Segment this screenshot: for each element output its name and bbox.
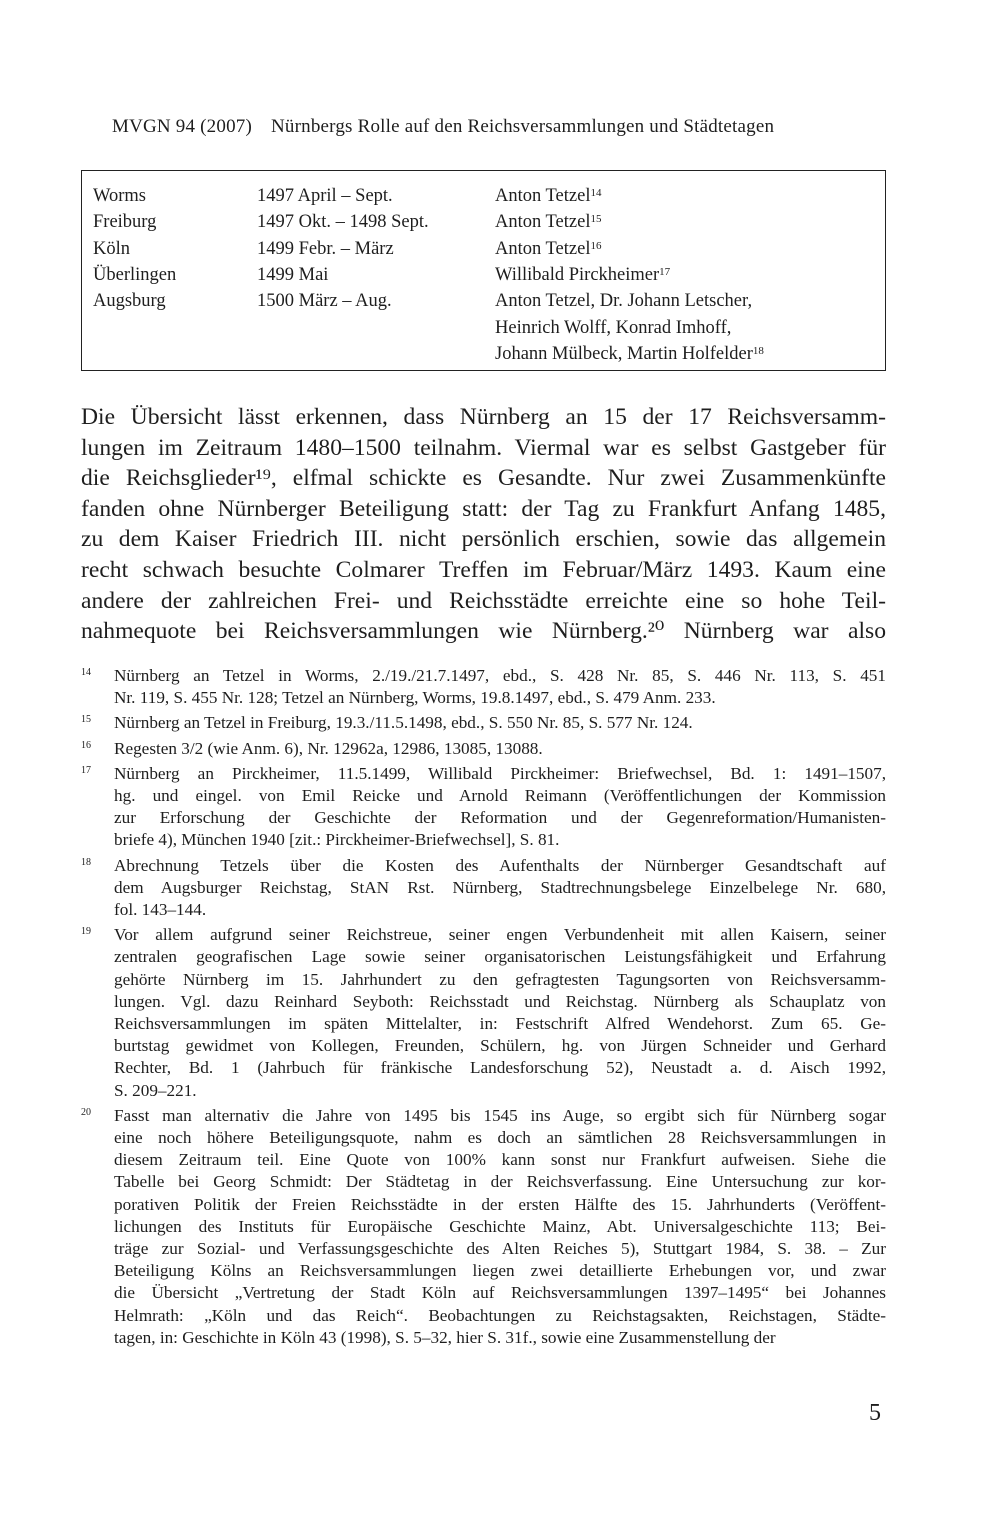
footnote-line: porativen Politik der Freien Reichsstädte in der ersten Hälfte des 15. Jahrhunderts (Veröffent- <box>114 1194 886 1214</box>
footnote-line: träge zur Sozial- und Verfassungsgeschichte des Alten Reiches 5), Stuttgart 1984, S. 38. – Zur <box>114 1239 886 1259</box>
footnote-line: Vor allem aufgrund seiner Reichstreue, seiner engen Verbundenheit mit allen Kaisern, seiner <box>114 925 886 945</box>
footnote-line: Fasst man alternativ die Jahre von 1495 bis 1545 ins Auge, so ergibt sich für Nürnberg sogar <box>114 1105 886 1125</box>
footnote <box>81 1105 886 1349</box>
footnote-line: zur Erforschung der Geschichte der Reformation und der Gegenreformation/Humanisten- <box>114 808 886 828</box>
delegate-name: Anton Tetzel, Dr. Johann Letscher, <box>495 291 753 312</box>
delegate-name: Johann Mülbeck, Martin Holfelder <box>495 343 753 364</box>
footnote-line: burtstag gewidmet von Kollegen, Freunden, Schülern, hg. von Jürgen Schneider und Gerhard <box>114 1036 886 1056</box>
footnote-number: 16 <box>81 739 91 751</box>
footnote-ref: 18 <box>752 344 764 357</box>
footnote-ref: 15 <box>590 213 602 226</box>
footnote-line: Nürnberg an Tetzel in Worms, 2./19./21.7.1497, ebd., S. 428 Nr. 85, S. 446 Nr. 113, S. 451 <box>114 666 886 685</box>
footnote-line: Nürnberg an Pirckheimer, 11.5.1499, Willibald Pirckheimer: Briefwechsel, Bd. 1: 1491–1507, <box>114 763 886 783</box>
table-cell-date: 1497 April – Sept. <box>257 186 393 206</box>
footnote-line: fol. 143–144. <box>114 900 207 920</box>
delegate-name: Anton Tetzel <box>495 212 591 233</box>
journal-reference: MVGN 94 (2007) <box>112 116 253 137</box>
table-cell-delegate <box>495 263 670 287</box>
footnote <box>81 712 886 734</box>
footnote-ref: 17 <box>659 265 671 278</box>
table-cell-delegate <box>495 237 601 261</box>
body-paragraph <box>81 402 886 647</box>
footnote <box>81 924 886 1102</box>
table-cell-delegate <box>495 184 601 208</box>
table-cell-date: 1499 Febr. – März <box>257 238 394 259</box>
footnote-line: Tabelle bei Georg Schmidt: Der Städtetag in der Reichsverfassung. Eine Untersuchung zur kor- <box>114 1172 886 1192</box>
footnote-line: diesem Zeitraum teil. Eine Quote von 100% kann sonst nur Frankfurt aufweisen. Siehe die <box>114 1150 886 1170</box>
article-title: Nürnbergs Rolle auf den Reichsversammlungen und Städtetagen <box>270 116 775 137</box>
footnote-line: die Übersicht „Vertretung der Stadt Köln auf Reichsversammlungen 1397–1495“ bei Johannes <box>114 1283 886 1303</box>
table-cell-place: Köln <box>93 238 130 259</box>
footnote <box>81 763 886 852</box>
delegation-table <box>81 170 886 371</box>
table-cell-date: 1497 Okt. – 1498 Sept. <box>257 212 429 233</box>
footnote-line: briefe 4), München 1940 [zit.: Pirckheimer-Briefwechsel], S. 81. <box>114 830 560 850</box>
body-line: zu dem Kaiser Friedrich III. nicht persönlich erschien, sowie das allgemein <box>81 526 886 553</box>
footnote-number: 19 <box>81 926 91 938</box>
footnote-line: hg. und eingel. von Emil Reicke und Arnold Reimann (Veröffentlichungen der Kommission <box>114 786 886 806</box>
footnote-ref: 14 <box>590 187 602 199</box>
table-cell-delegate <box>495 342 764 366</box>
footnote-line: Nr. 119, S. 455 Nr. 128; Tetzel an Nürnberg, Worms, 19.8.1497, ebd., S. 479 Anm. 233. <box>114 688 716 708</box>
footnote <box>81 738 886 760</box>
footnote-number: 20 <box>81 1106 91 1118</box>
footnote-number: 15 <box>81 714 91 726</box>
footnote-line: tagen, in: Geschichte in Köln 43 (1998), S. 5–32, hier S. 31f., sowie eine Zusammenstellung der <box>114 1327 776 1347</box>
footnote-line: gehörte Nürnberg im 15. Jahrhundert zu den gefragtesten Tagungsorten von Reichsversamm- <box>114 969 886 989</box>
body-line: lungen im Zeitraum 1480–1500 teilnahm. Viermal war es selbst Gastgeber für <box>81 434 886 461</box>
table-cell-place: Überlingen <box>93 264 177 285</box>
footnote-line: S. 209–221. <box>114 1080 197 1100</box>
footnote <box>81 665 886 709</box>
footnote-line: Abrechnung Tetzels über die Kosten des Aufenthalts der Nürnberger Gesandtschaft auf <box>114 855 886 875</box>
table-cell-delegate <box>495 316 731 340</box>
footnote-number: 14 <box>81 667 91 678</box>
footnote-line: Rechter, Bd. 1 (Jahrbuch für fränkische Landesforschung 52), Neustadt a. d. Aisch 1992, <box>114 1058 886 1078</box>
delegate-name: Anton Tetzel <box>495 238 591 259</box>
body-line: andere der zahlreichen Frei- und Reichsstädte erreichte eine so hohe Teil- <box>81 587 886 614</box>
body-line: die Reichsglieder¹⁹, elfmal schickte es Gesandte. Nur zwei Zusammenkünfte <box>81 465 886 492</box>
body-line: fanden ohne Nürnberger Beteiligung statt: der Tag zu Frankfurt Anfang 1485, <box>81 495 886 522</box>
delegate-name: Anton Tetzel <box>495 186 591 206</box>
footnote-number: 17 <box>81 764 91 776</box>
delegate-name: Willibald Pirckheimer <box>495 264 660 285</box>
footnote-line: lungen. Vgl. dazu Reinhard Seyboth: Reichsstadt und Reichstag. Nürnberg als Schauplatz von <box>114 991 886 1011</box>
footnote-line: Regesten 3/2 (wie Anm. 6), Nr. 12962a, 12986, 13085, 13088. <box>114 738 543 758</box>
footnote-line: Nürnberg an Tetzel in Freiburg, 19.3./11.5.1498, ebd., S. 550 Nr. 85, S. 577 Nr. 124. <box>114 713 693 733</box>
footnote-ref: 16 <box>590 239 602 252</box>
body-line: recht schwach besuchte Colmarer Treffen im Februar/März 1493. Kaum eine <box>81 556 886 583</box>
table-cell-place: Worms <box>93 186 146 206</box>
footnote-line: dem Augsburger Reichstag, StAN Rst. Nürnberg, Stadtrechnungsbelege Einzelbelege Nr. 680, <box>114 877 886 897</box>
footnote-line: zentralen geografischen Lage sowie seiner organisatorischen Leistungsfähigkeit und Erfahrung <box>114 947 886 967</box>
footnote-line: Helmrath: „Köln und das Reich“. Beobachtungen zu Reichstagsakten, Reichstagen, Städte- <box>114 1305 886 1325</box>
body-line: nahmequote bei Reichsversammlungen wie Nürnberg.²⁰ Nürnberg war also <box>81 618 886 645</box>
table-cell-place: Freiburg <box>93 212 157 233</box>
delegate-name: Heinrich Wolff, Konrad Imhoff, <box>495 317 732 338</box>
footnotes <box>81 665 886 1352</box>
table-cell-place: Augsburg <box>93 291 166 312</box>
table-cell-date: 1500 März – Aug. <box>257 291 392 312</box>
footnote-number: 18 <box>81 856 91 868</box>
footnote-line: Beteiligung Kölns an Reichsversammlungen liegen zwei detaillierte Erhebungen vor, und zwar <box>114 1261 886 1281</box>
table-cell-delegate <box>495 289 752 313</box>
footnote <box>81 855 886 922</box>
footnote-line: eine noch höhere Beteiligungsquote, nahm es doch an sämtlichen 28 Reichsversammlungen in <box>114 1128 886 1148</box>
body-line: Die Übersicht lässt erkennen, dass Nürnberg an 15 der 17 Reichsversamm- <box>81 404 886 430</box>
footnote-line: lichungen des Instituts für Europäische Geschichte Mainz, Abt. Universalgeschichte 113; Bei- <box>114 1216 886 1236</box>
running-head <box>112 116 774 138</box>
table-cell-date: 1499 Mai <box>257 264 329 285</box>
footnote-line: Reichsversammlungen im späten Mittelalter, in: Festschrift Alfred Wendehorst. Zum 65. Ge- <box>114 1014 886 1034</box>
table-cell-delegate <box>495 210 601 234</box>
page-number: 5 <box>869 1400 881 1426</box>
